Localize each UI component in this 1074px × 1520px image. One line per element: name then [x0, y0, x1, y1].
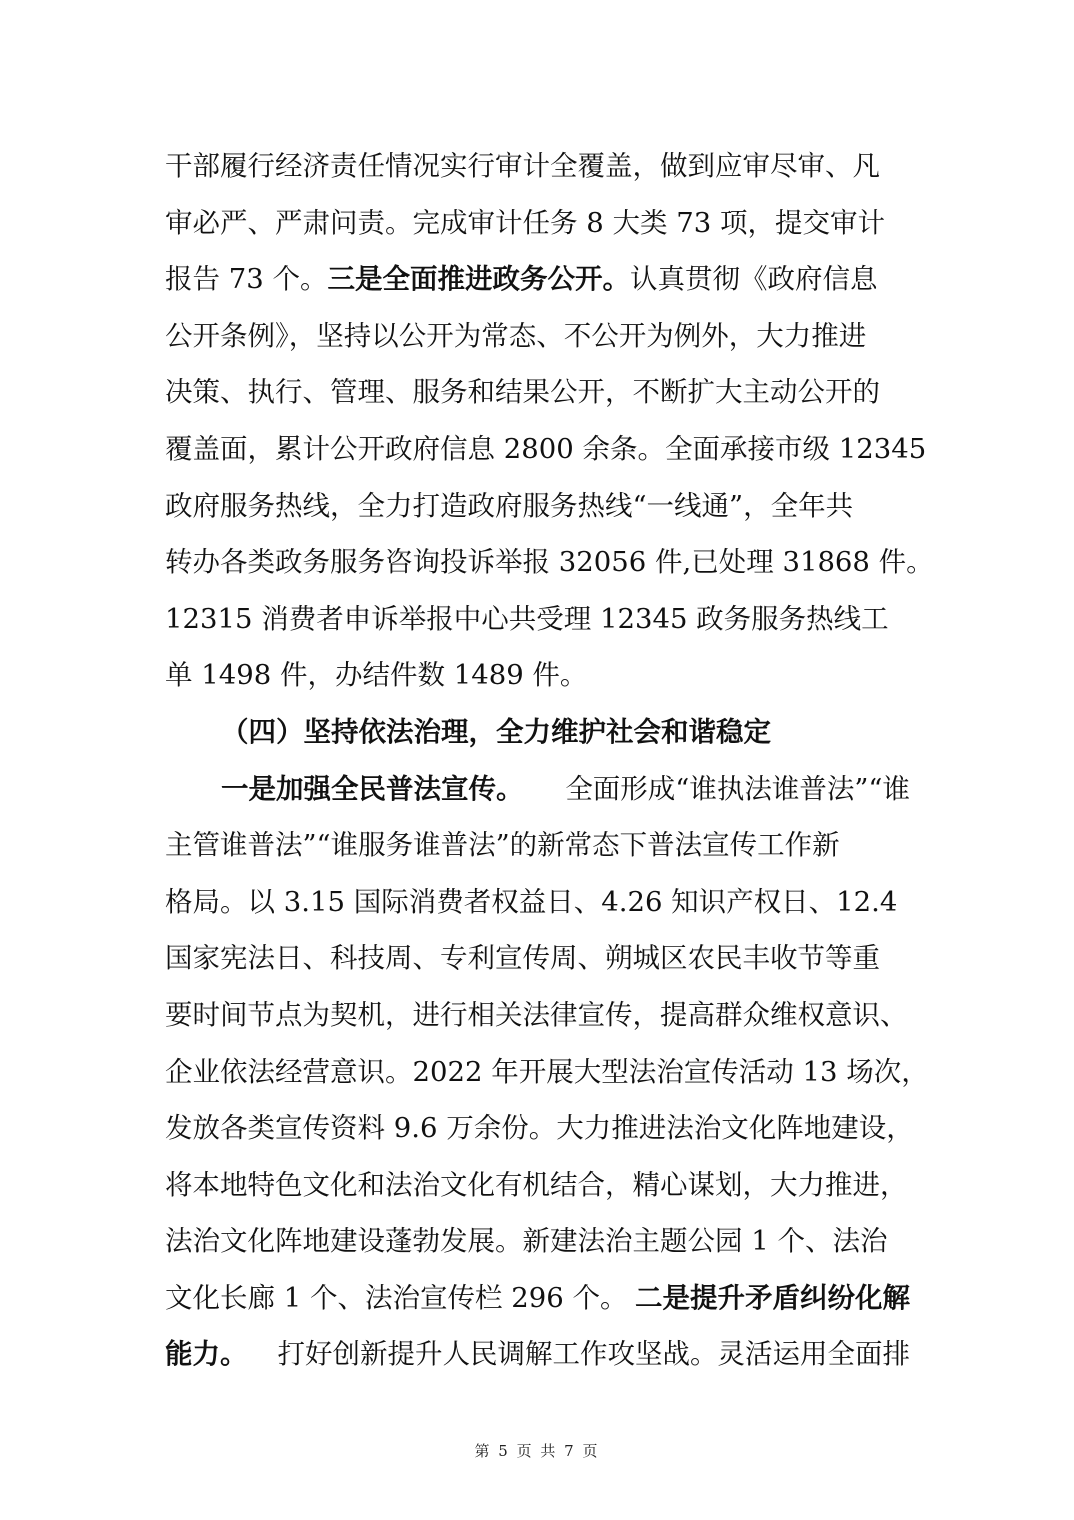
paragraph-audit-transparency [165, 138, 934, 704]
text-line: 发放各类宣传资料 9.6 万余份。大力推进法治文化阵地建设， [165, 1112, 914, 1145]
document-body [165, 138, 934, 1383]
text-line: 国家宪法日、科技周、专利宣传周、朔城区农民丰收节等重 [165, 942, 880, 975]
text-line: 能力。 打好创新提升人民调解工作攻坚战。灵活运用全面排 [165, 1326, 910, 1383]
text-line: 文化长廊 1 个、法治宣传栏 296 个。 二是提升矛盾纠纷化解 [165, 1270, 910, 1327]
bold-lead-phrase: 二是提升矛盾纠纷化解 [635, 1281, 910, 1314]
text-line: 12315 消费者申诉举报中心共受理 12345 政务服务热线工 [165, 602, 889, 635]
text-line: 单 1498 件，办结件数 1489 件。 [165, 659, 588, 692]
text-line: 覆盖面，累计公开政府信息 2800 余条。全面承接市级 12345 [165, 432, 927, 465]
text-line: 政府服务热线，全力打造政府服务热线“一线通”，全年共 [165, 489, 854, 522]
section-heading: （四）坚持依法治理，全力维护社会和谐稳定 [221, 715, 771, 748]
text-line: 法治文化阵地建设蓬勃发展。新建法治主题公园 1 个、法治 [165, 1225, 888, 1258]
text-line: 企业依法经营意识。2022 年开展大型法治宣传活动 13 场次， [165, 1055, 929, 1088]
text-line: 要时间节点为契机，进行相关法律宣传，提高群众维权意识、 [165, 998, 908, 1031]
bold-lead-phrase: 一是加强全民普法宣传。 [221, 772, 524, 805]
text-line: 决策、执行、管理、服务和结果公开，不断扩大主动公开的 [165, 376, 880, 409]
bold-lead-phrase: 能力。 [165, 1338, 248, 1371]
text-line: 将本地特色文化和法治文化有机结合，精心谋划，大力推进， [165, 1168, 908, 1201]
text-line: 审必严、严肃问责。完成审计任务 8 大类 73 项，提交审计 [165, 206, 885, 239]
text-line: 格局。以 3.15 国际消费者权益日、4.26 知识产权日、12.4 [165, 885, 898, 918]
text-line: 主管谁普法”“谁服务谁普法”的新常态下普法宣传工作新 [165, 829, 840, 862]
paragraph-legal-publicity [165, 761, 929, 1384]
bold-lead-phrase: 三是全面推进政务公开。 [327, 263, 630, 296]
text-line: 公开条例》，坚持以公开为常态、不公开为例外，大力推进 [165, 319, 867, 352]
text-line: 报告 73 个。三是全面推进政务公开。认真贯彻《政府信息 [165, 263, 878, 296]
text-line: 一是加强全民普法宣传。 全面形成“谁执法谁普法”“谁 [165, 761, 910, 818]
text-line: 干部履行经济责任情况实行审计全覆盖，做到应审尽审、凡 [165, 150, 880, 182]
page-number-footer: 第 5 页 共 7 页 [474, 1442, 600, 1460]
text-line: 转办各类政务服务咨询投诉举报 32056 件,已处理 31868 件。 [165, 546, 934, 579]
